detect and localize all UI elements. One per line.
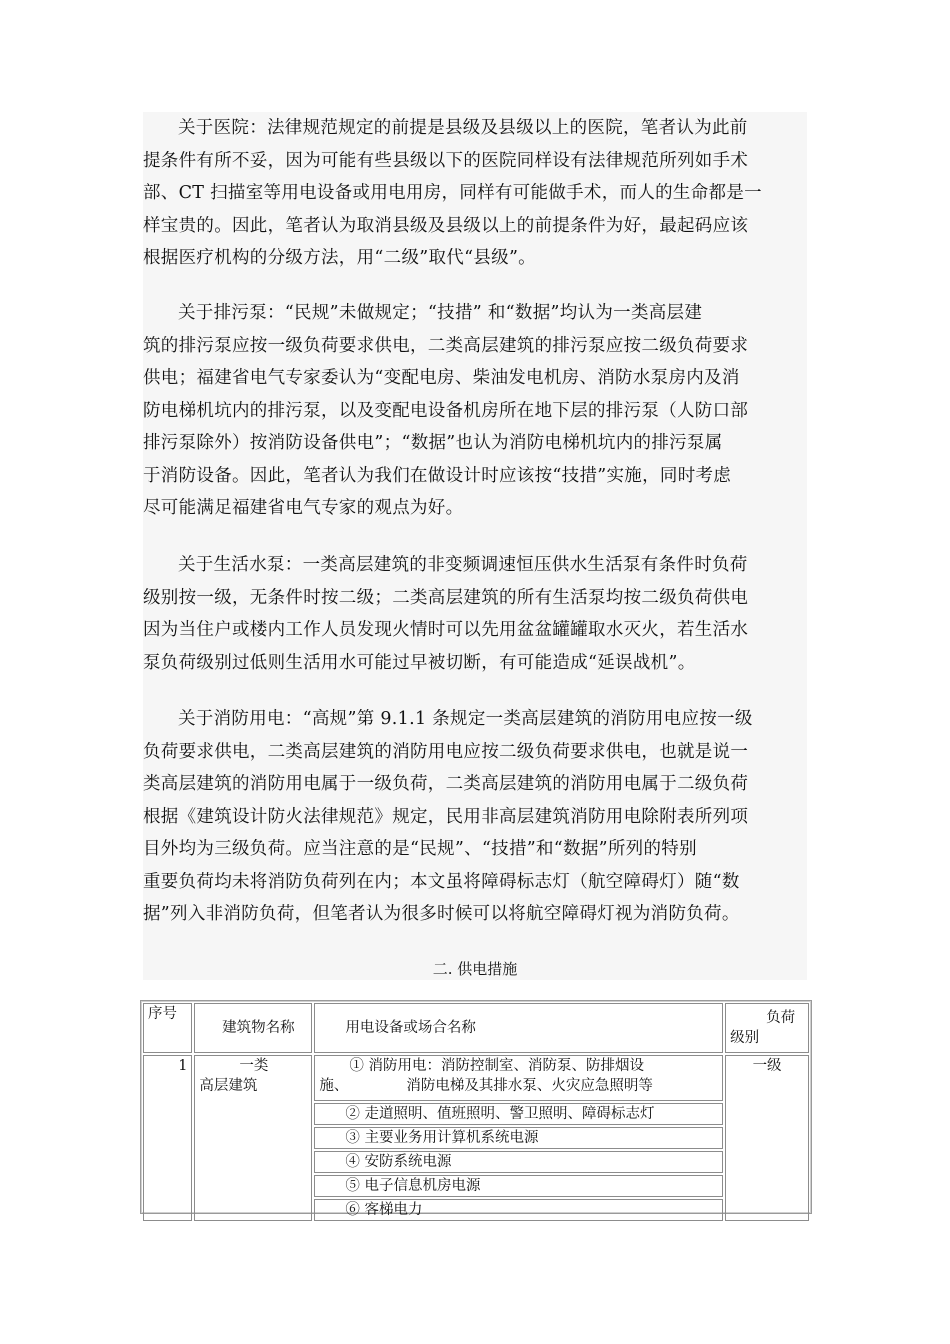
equipment-item-1-line2a: 施、 [319, 1078, 349, 1094]
paragraph-sewage-pump [143, 297, 807, 525]
text-line: 关于消防用电：“高规”第 9.1.1 条规定一类高层建筑的消防用电应按一级 [178, 709, 753, 729]
paragraph-hospital [143, 112, 807, 275]
text-line: 关于医院：法律规范规定的前提是县级及县级以上的医院，笔者认为此前 [178, 118, 748, 138]
text-line: 提条件有所不妥，因为可能有些县级以下的医院同样设有法律规范所列如手术 [143, 150, 749, 171]
text-line: 关于排污泵：“民规”未做规定；“技措” 和“数据”均认为一类高层建 [178, 303, 703, 323]
equipment-item-3: ③ 主要业务用计算机系统电源 [314, 1127, 723, 1149]
building-name-cell [194, 1055, 312, 1221]
text-line: 关于生活水泵：一类高层建筑的非变频调速恒压供水生活泵有条件时负荷 [178, 555, 748, 575]
equipment-item-2: ② 走道照明、值班照明、警卫照明、障碍标志灯 [314, 1103, 723, 1125]
text-line: 样宝贵的。因此，笔者认为取消县级及县级以上的前提条件为好，最起码应该 [143, 215, 749, 236]
text-line: 类高层建筑的消防用电属于一级负荷，二类高层建筑的消防用电属于二级负荷 [143, 774, 749, 794]
equipment-item-6: ⑥ 客梯电力 [314, 1199, 723, 1221]
section-title: 二. 供电措施 [432, 960, 518, 978]
row-number: 1 [143, 1055, 192, 1221]
text-line: 重要负荷均未将消防负荷列在内；本文虽将障碍标志灯（航空障碍灯）随“数 [143, 871, 740, 892]
table-header-row [143, 1003, 809, 1053]
table-grid [141, 1001, 811, 1223]
building-name-line1: 一类 [239, 1058, 269, 1074]
text-line: 尽可能满足福建省电气专家的观点为好。 [143, 498, 464, 518]
text-line: 排污泵除外）按消防设备供电”；“数据”也认为消防电梯机坑内的排污泵属 [143, 433, 723, 453]
header-load-level-line2: 级别 [730, 1030, 760, 1046]
text-line: 据”列入非消防负荷，但笔者认为很多时候可以将航空障碍灯视为消防负荷。 [143, 904, 740, 924]
paragraph-water-pump [143, 549, 807, 679]
text-line: 目外均为三级负荷。应当注意的是“民规”、“技措”和“数据”所列的特别 [143, 839, 697, 859]
header-load-level [725, 1003, 809, 1053]
text-line: 供电；福建省电气专家委认为“变配电房、柴油发电机房、消防水泵房内及消 [143, 368, 740, 388]
equipment-item-1 [314, 1055, 723, 1101]
text-line: 级别按一级，无条件时按二级；二类高层建筑的所有生活泵均按二级负荷供电 [143, 587, 749, 608]
power-supply-table [140, 1000, 812, 1218]
paragraph-fire-power [143, 703, 807, 931]
text-line: 部、CT 扫描室等用电设备或用电用房，同样有可能做手术，而人的生命都是一 [143, 183, 762, 203]
header-load-level-line1: 负荷 [766, 1010, 796, 1026]
header-building-name: 建筑物名称 [194, 1003, 312, 1053]
equipment-item-1-line1: ① 消防用电：消防控制室、消防泵、防排烟设 [349, 1058, 644, 1074]
text-line: 泵负荷级别过低则生活用水可能过早被切断，有可能造成“延误战机”。 [143, 652, 696, 673]
text-line: 根据《建筑设计防火法律规范》规定，民用非高层建筑消防用电除附表所列项 [143, 806, 749, 827]
equipment-item-1-line2b: 消防电梯及其排水泵、火灾应急照明等 [406, 1078, 653, 1094]
load-level-cell: 一级 [725, 1055, 809, 1221]
equipment-item-1-line2 [319, 1076, 718, 1096]
equipment-item-5: ⑤ 电子信息机房电源 [314, 1175, 723, 1197]
text-line: 根据医疗机构的分级方法，用“二级”取代“县级”。 [143, 248, 536, 268]
text-line: 因为当住户或楼内工作人员发现火情时可以先用盆盆罐罐取水灭火，若生活水 [143, 620, 749, 640]
text-line: 负荷要求供电，二类高层建筑的消防用电应按二级负荷要求供电，也就是说一 [143, 741, 749, 762]
table-row [143, 1055, 809, 1101]
text-line: 防电梯机坑内的排污泵，以及变配电设备机房所在地下层的排污泵（人防口部 [143, 400, 749, 421]
equipment-item-4: ④ 安防系统电源 [314, 1151, 723, 1173]
header-no: 序号 [143, 1003, 192, 1053]
building-name-line2: 高层建筑 [199, 1078, 258, 1094]
header-equipment: 用电设备或场合名称 [314, 1003, 723, 1053]
text-line: 筑的排污泵应按一级负荷要求供电，二类高层建筑的排污泵应按二级负荷要求 [143, 335, 749, 356]
text-line: 于消防设备。因此，笔者认为我们在做设计时应该按“技措”实施，同时考虑 [143, 465, 732, 486]
